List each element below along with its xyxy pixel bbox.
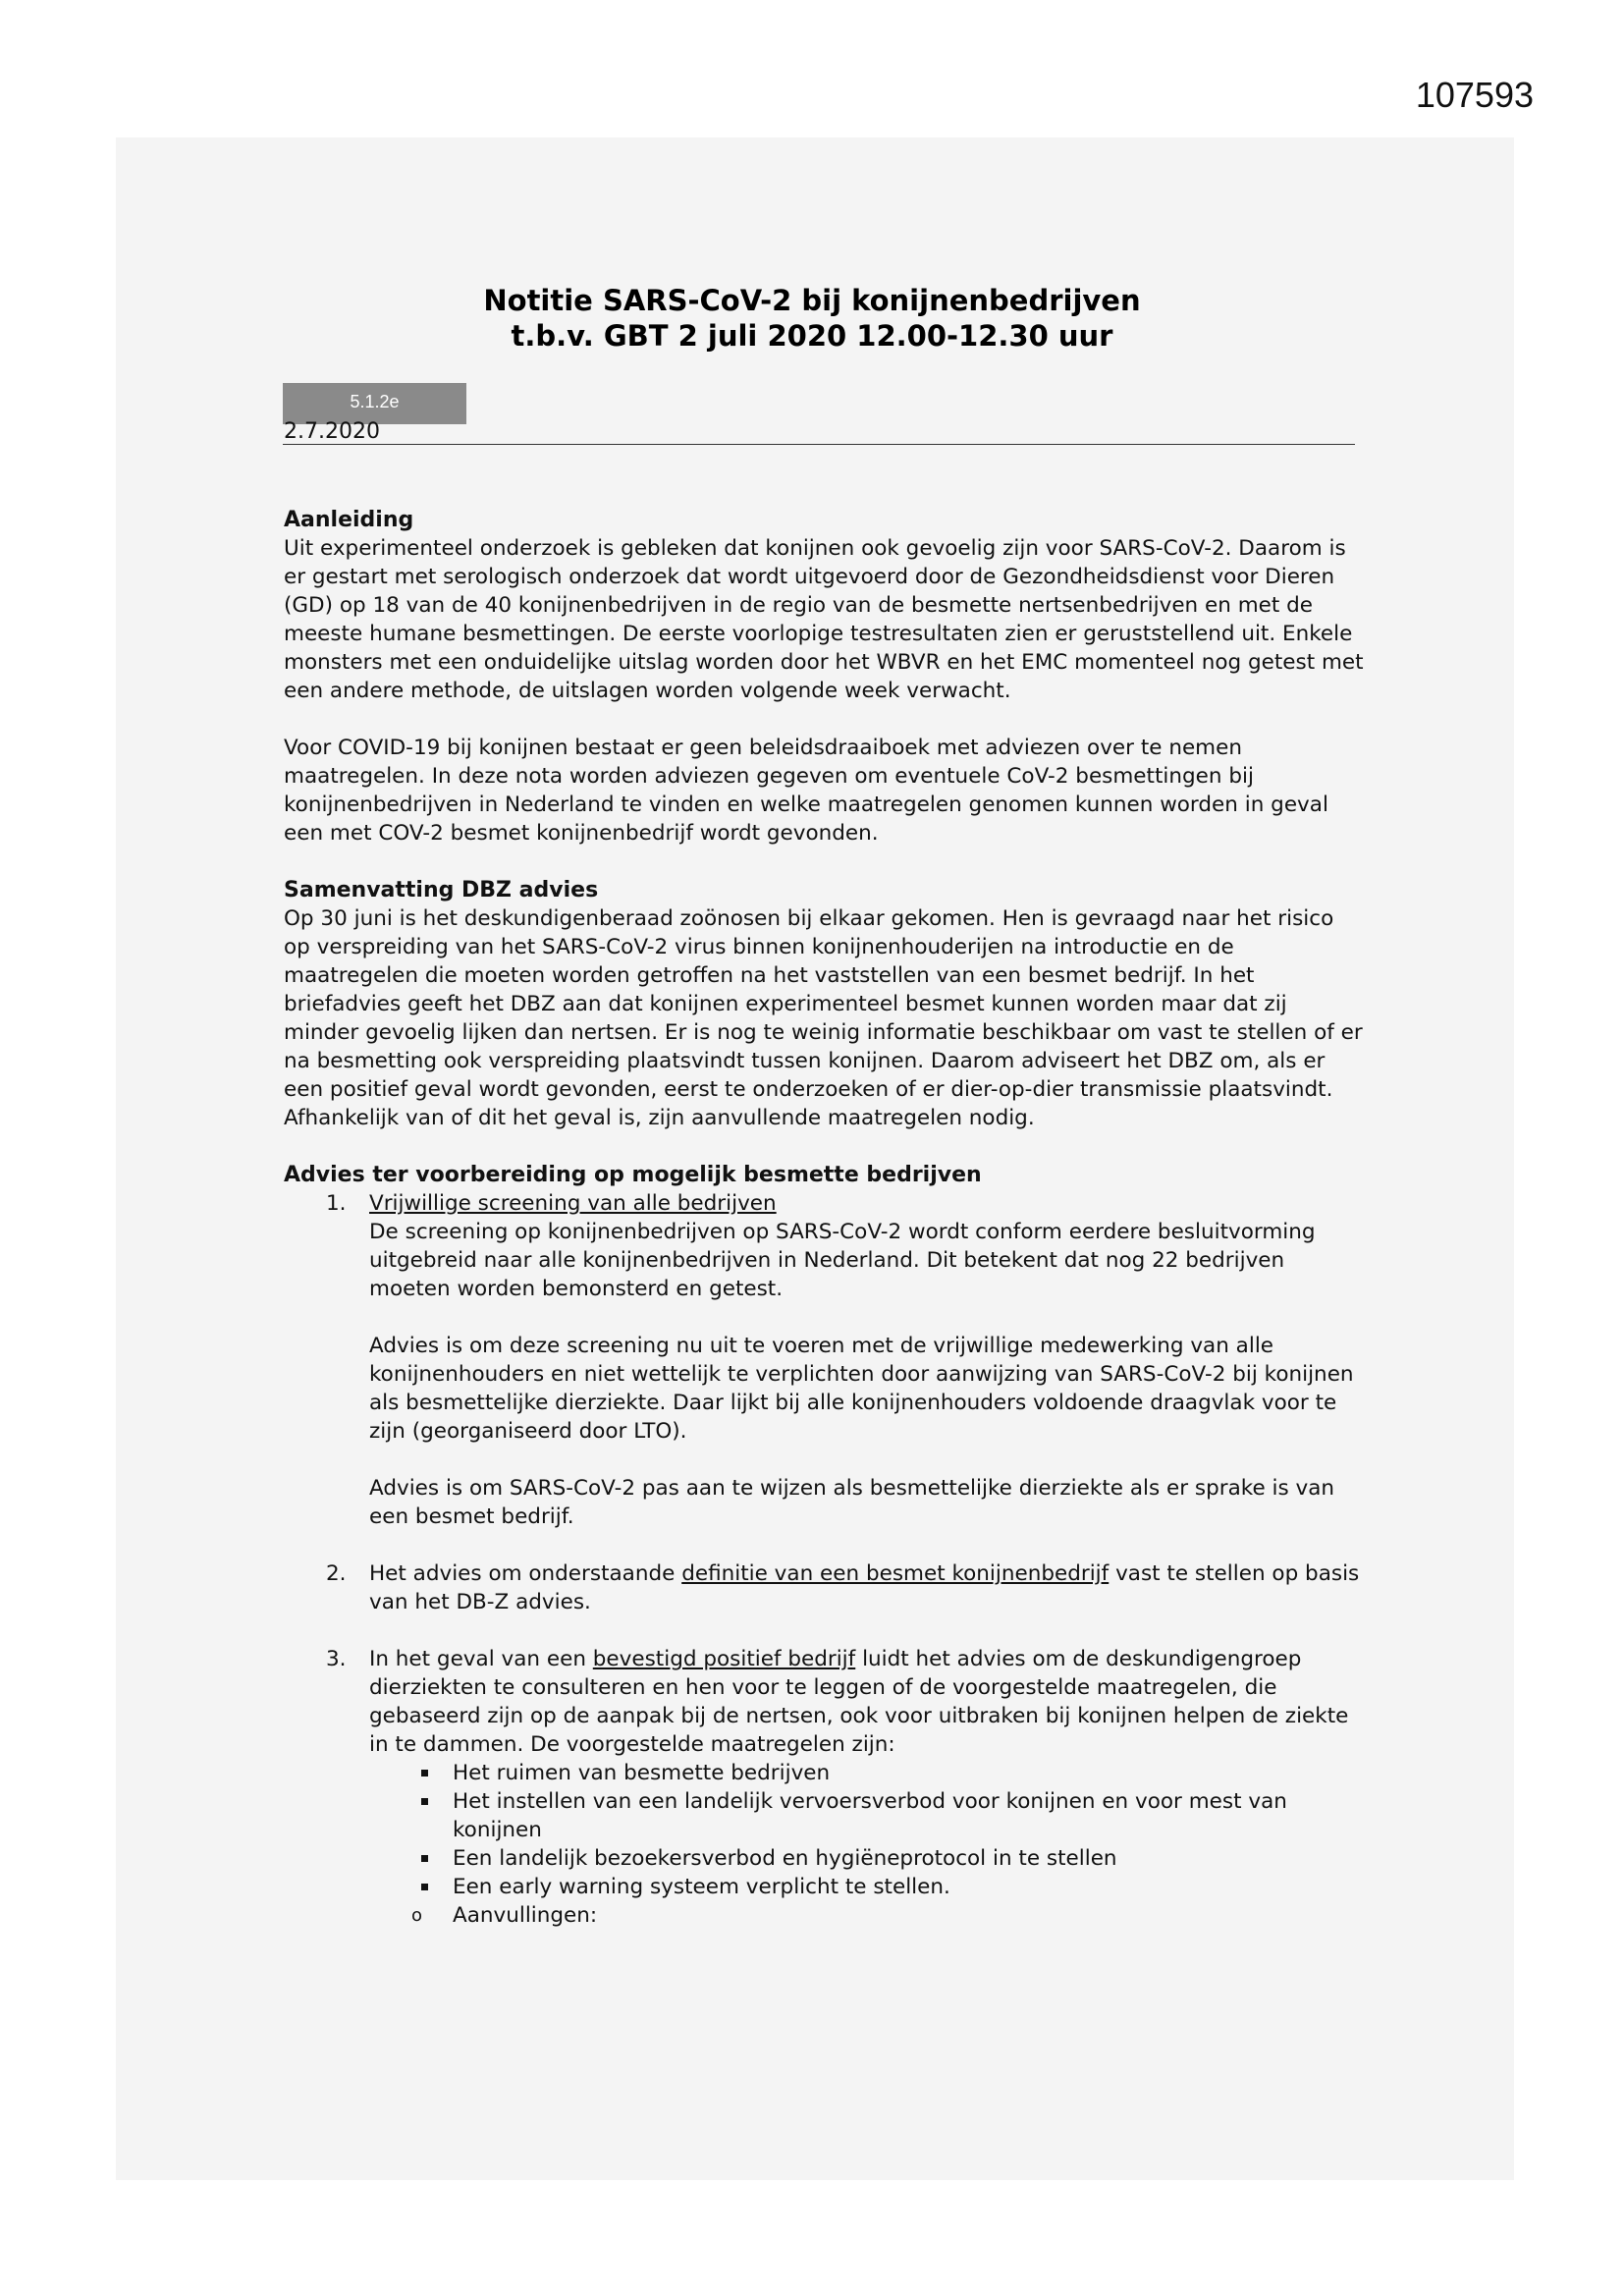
underlined-term: bevestigd positief bedrijf: [592, 1647, 856, 1671]
document-date: 2.7.2020: [284, 419, 380, 444]
square-bullet-icon: [421, 1884, 428, 1890]
item-number: 2.: [326, 1561, 347, 1586]
document-title: Notitie SARS-CoV-2 bij konijnenbedrijven: [483, 284, 1141, 317]
paragraph: De screening op konijnenbedrijven op SARS-CoV-2 wordt conform eerdere besluitvorming uitgebreid naar alle konijnenbedrijven in Nederland. Dit betekent dat nog 22 bedrijven moeten worden bemonsterd en getest.: [369, 1220, 1316, 1301]
section-heading: Advies ter voorbereiding op mogelijk besmette bedrijven: [284, 1163, 982, 1187]
section-samenvatting: [284, 876, 1364, 1132]
list-item: Het instellen van een landelijk vervoersverbod voor konijnen en voor mest van konijnen: [284, 1787, 1364, 1844]
paragraph: Advies is om SARS-CoV-2 pas aan te wijzen als besmettelijke dierziekte als er sprake is van een besmet bedrijf.: [369, 1476, 1335, 1529]
underlined-term: definitie van een besmet konijnenbedrijf: [681, 1561, 1110, 1586]
document-subtitle: t.b.v. GBT 2 juli 2020 12.00-12.30 uur: [511, 319, 1113, 353]
section-heading: Samenvatting DBZ advies: [284, 878, 599, 902]
document-body: [284, 506, 1364, 1930]
paragraph: Op 30 juni is het deskundigenberaad zoönosen bij elkaar gekomen. Hen is gevraagd naar het risico op verspreiding van het SARS-CoV-2 virus binnen konijnenhouderijen na introductie en de maatregelen die moeten worden getroffen na het vaststellen van een besmet bedrijf. In het briefadvies geeft het DBZ aan dat konijnen experimenteel besmet kunnen worden maar dat zij minder gevoelig lijken dan nertsen. Er is nog te weinig informatie beschikbaar om vast te stellen of er na besmetting ook verspreiding plaatsvindt tussen konijnen. Daarom adviseert het DBZ om, als er een positief geval wordt gevonden, eerst te onderzoeken of er dier-op-dier transmissie plaatsvindt. Afhankelijk van of dit het geval is, zijn aanvullende maatregelen nodig.: [284, 906, 1363, 1130]
list-item: Het ruimen van besmette bedrijven: [284, 1759, 1364, 1787]
numbered-item-3: [284, 1645, 1364, 1759]
sub-list-item: [284, 1901, 1364, 1930]
paragraph: Uit experimenteel onderzoek is gebleken dat konijnen ook gevoelig zijn voor SARS-CoV-2. Daarom is er gestart met serologisch onderzoek dat wordt uitgevoerd door de Gezondheidsdienst voor Dieren (GD) op 18 van de 40 konijnenbedrijven in de regio van de besmette nertsenbedrijven en met de meeste humane besmettingen. De eerste voorlopige testresultaten zien er geruststellend uit. Enkele monsters met een onduidelijke uitslag worden door het WBVR en het EMC momenteel nog getest met een andere methode, de uitslagen worden volgende week verwacht.: [284, 536, 1364, 703]
circle-bullet-icon: o: [411, 1905, 423, 1926]
section-advies: [284, 1161, 1364, 1930]
paragraph: Het advies om onderstaande definitie van een besmet konijnenbedrijf vast te stellen op basis van het DB-Z advies.: [369, 1561, 1360, 1614]
paragraph: In het geval van een bevestigd positief bedrijf luidt het advies om de deskundigengroep dierziekten te consulteren en hen voor te leggen of de voorgestelde maatregelen, die gebaseerd zijn op de aanpak bij de nertsen, ook voor uitbraken bij konijnen helpen de ziekte in te dammen. De voorgestelde maatregelen zijn:: [369, 1647, 1349, 1757]
document-number: 107593: [1415, 75, 1534, 115]
paragraph: Voor COVID-19 bij konijnen bestaat er geen beleidsdraaiboek met adviezen over te nemen maatregelen. In deze nota worden adviezen gegeven om eventuele CoV-2 besmettingen bij konijnenbedrijven in Nederland te vinden en welke maatregelen genomen kunnen worden in geval een met COV-2 besmet konijnenbedrijf wordt gevonden.: [284, 736, 1328, 846]
square-bullet-icon: [421, 1770, 428, 1777]
item-number: 1.: [326, 1191, 347, 1216]
section-aanleiding: [284, 506, 1364, 847]
sub-list-label: Aanvullingen:: [453, 1903, 598, 1928]
item-number: 3.: [326, 1647, 347, 1671]
paragraph: Advies is om deze screening nu uit te voeren met de vrijwillige medewerking van alle konijnenhouders en niet wettelijk te verplichten door aanwijzing van SARS-CoV-2 bij konijnen als besmettelijke dierziekte. Daar lijkt bij alle konijnenhouders voldoende draagvlak voor te zijn (georganiseerd door LTO).: [369, 1334, 1354, 1444]
redaction-block: 5.1.2e: [283, 383, 466, 424]
list-item: Een landelijk bezoekersverbod en hygiëneprotocol in te stellen: [284, 1844, 1364, 1873]
square-bullet-icon: [421, 1798, 428, 1805]
square-bullet-icon: [421, 1855, 428, 1862]
section-heading: Aanleiding: [284, 508, 414, 532]
header-divider: [283, 444, 1355, 445]
list-item: Een early warning systeem verplicht te stellen.: [284, 1873, 1364, 1901]
numbered-item-2: [284, 1559, 1364, 1616]
numbered-item-1: [284, 1189, 1364, 1531]
item-title: Vrijwillige screening van alle bedrijven: [369, 1191, 777, 1216]
measures-list: [284, 1759, 1364, 1901]
